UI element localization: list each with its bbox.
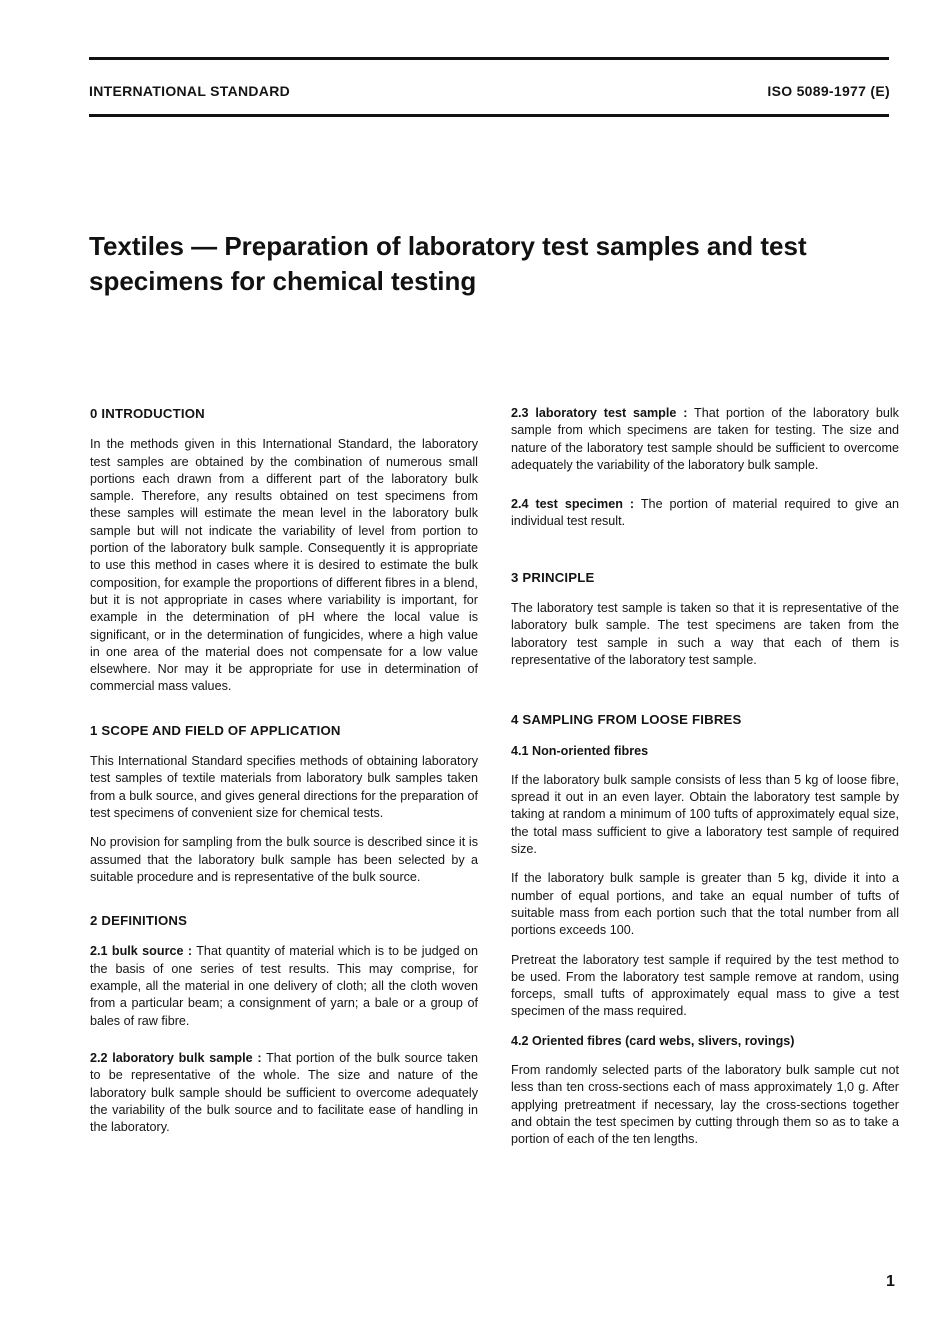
introduction-paragraph: In the methods given in this International Standard, the laboratory test samples are obtained by the combination of numerous small portions each drawn from a different part of the laboratory bulk sample. Therefore, any results obtained on test specimens from these samples will estimate the mean level in the laboratory bulk sample but will not indicate the variability of level from portion to portion of the laboratory bulk sample. Consequently it is appropriate to use this method in cases where it is desired to estimate the bulk composition, for example the proportions of different fibres in a blend, but it is not appropriate in cases where variability is important, for example in the determination of pH where the local value is significant, or in the determination of fungicides, where a high value in one area of the material does not compensate for a low value elsewhere. Nor may it be appropriate for use in determination of commercial mass values.: [90, 437, 478, 694]
right-column: [511, 405, 899, 1161]
header-bottom-rule: [89, 114, 889, 117]
oriented-fibres-paragraph: From randomly selected parts of the laboratory bulk sample cut not less than ten cross-sections each of mass approximately 1,0 g. After applying pretreatment if necessary, lay the cross-sections together and obtain the test specimen by cutting through them so as to take a portion of each of the ten lengths.: [511, 1063, 899, 1147]
definition-2-3: [511, 405, 899, 474]
title-line-1: Textiles — Preparation of laboratory test samples and test: [89, 231, 807, 261]
subsection-4-1-heading: 4.1 Non-oriented fibres: [511, 743, 649, 758]
subsection-4-2-heading: 4.2 Oriented fibres (card webs, slivers, rovings): [511, 1033, 795, 1048]
document-type: INTERNATIONAL STANDARD: [89, 83, 291, 99]
definition-term: 2.2 laboratory bulk sample :: [90, 1050, 262, 1065]
header-top-rule: [89, 57, 889, 60]
standard-number: ISO 5089-1977 (E): [767, 83, 890, 99]
loose-fibres-paragraph-1: If the laboratory bulk sample consists of less than 5 kg of loose fibre, spread it out in an even layer. Obtain the laboratory test sample by taking at random a minimum of 100 tufts of approximately equal size, the total mass sufficient to give a laboratory test sample of required size.: [511, 772, 899, 857]
scope-paragraph-1: This International Standard specifies methods of obtaining laboratory test samples of textile materials from laboratory bulk samples taken from a bulk source, and gives general directions for the preparation of test specimens of convenient size for chemical tests.: [90, 754, 478, 820]
definition-text: That quantity of material which is to be judged on the basis of one series of test results. This may comprise, for example, all the material in one delivery of cloth; all the cloth woven from a particular beam; a consignment of yarn; a bale or a group of bales of raw fibre.: [90, 944, 479, 1028]
section-2-heading: 2 DEFINITIONS: [90, 913, 188, 929]
definition-text: That portion of the bulk source taken to be representative of the whole. The size and nature of the laboratory bulk sample should be sufficient to overcome adequately the variability of the bulk source and to facilitate ease of handling in the laboratory.: [90, 1050, 478, 1135]
section-4-heading: 4 SAMPLING FROM LOOSE FIBRES: [511, 712, 742, 728]
loose-fibres-paragraph-2: If the laboratory bulk sample is greater than 5 kg, divide it into a number of equal portions, and take an equal number of tufts of suitable mass from each portion such that the total number from all portions exceeds 100.: [511, 871, 899, 938]
scope-paragraph-2: No provision for sampling from the bulk source is described since it is assumed that the laboratory bulk sample has been selected by a suitable procedure and is representative of the bulk source.: [90, 835, 478, 884]
section-0-heading: 0 INTRODUCTION: [90, 406, 205, 421]
section-1-heading: 1 SCOPE AND FIELD OF APPLICATION: [90, 722, 341, 738]
definition-text: That portion of the laboratory bulk sample from which specimens are taken for testing. The size and nature of the laboratory test sample should be sufficient to overcome adequately the variability of the laboratory bulk sample.: [511, 406, 899, 472]
definition-term: 2.4 test specimen :: [511, 497, 635, 512]
page-number: 1: [886, 1273, 895, 1290]
principle-paragraph: The laboratory test sample is taken so that it is representative of the laboratory bulk sample. The test specimens are taken from the laboratory test sample in such a way that each of them is representative of the laboratory test sample.: [511, 601, 899, 667]
definition-term: 2.1 bulk source :: [90, 944, 193, 959]
definition-2-4: [511, 496, 899, 531]
title-line-2: specimens for chemical testing: [89, 266, 477, 296]
page-title: [89, 229, 879, 299]
definition-2-1: [90, 943, 478, 1029]
left-column: [90, 405, 478, 1148]
definition-term: 2.3 laboratory test sample :: [511, 406, 688, 420]
definition-2-2: [90, 1050, 478, 1136]
section-3-heading: 3 PRINCIPLE: [511, 569, 595, 585]
loose-fibres-paragraph-3: Pretreat the laboratory test sample if required by the test method to be used. From the laboratory test sample remove at random, using forceps, small tufts of approximately equal mass to give a test specimen of the mass required.: [511, 952, 899, 1019]
definition-text: The portion of material required to give an individual test result.: [511, 497, 899, 529]
